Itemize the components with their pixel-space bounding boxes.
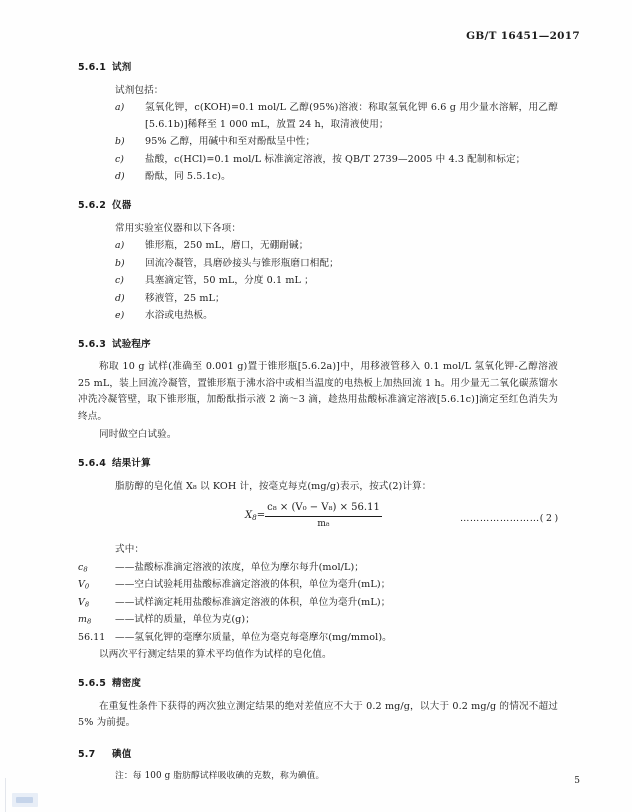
formula-denominator: m₈	[317, 518, 330, 529]
page-content	[78, 62, 558, 786]
formula-row	[78, 501, 558, 535]
symbol-meaning: ——空白试验耗用盐酸标准滴定溶液的体积，单位为毫升(mL)；	[115, 579, 391, 591]
clause-heading-5-6-3	[78, 339, 558, 352]
precision-paragraph: 在重复性条件下获得的两次独立测定结果的绝对差值应不大于 0.2 mg/g，以大于 0.2 mg/g 的情况不超过 5% 为前提。	[78, 700, 558, 729]
list-marker: c)	[115, 153, 125, 165]
apparatus-list	[78, 238, 558, 325]
procedure-paragraph-1: 称取 10 g 试样(准确至 0.001 g)置于锥形瓶[5.6.2a)]中，用移液管移入 0.1 mol/L 氢氧化钾-乙醇溶液 25 mL，装上回流冷凝管，置锥形瓶于沸水浴中或相当温度的电热板上加热回流 1 h。用少量无二氧化碳蒸馏水冲洗冷凝管壁，取下锥形瓶，加酚酞指示液 2 滴～3 滴，趁热用盐酸标准滴定溶液[5.6.1c)]滴定至红色消失为终点。	[78, 361, 558, 422]
clause-title: 碘值	[112, 748, 132, 760]
clause-number: 5.7	[78, 748, 96, 760]
watermark-glyph	[12, 793, 38, 807]
clause-title: 精密度	[112, 677, 142, 689]
symbol-meaning: ——试样滴定耗用盐酸标准滴定溶液的体积，单位为毫升(mL)；	[115, 596, 391, 608]
list-marker: a)	[115, 240, 125, 252]
clause-title: 试验程序	[112, 338, 151, 350]
formula-equals: =	[256, 510, 266, 522]
iodine-value-note: 注：每 100 g 脂肪醇试样吸收碘的克数，称为碘值。	[115, 771, 325, 782]
symbol: $c_8$	[78, 561, 88, 574]
list-item-text: 95% 乙醇，用碱中和至对酚酞呈中性；	[145, 136, 316, 148]
clause-title: 仪器	[112, 199, 132, 211]
symbol-meaning: ——试样的质量，单位为克(g)；	[115, 614, 255, 626]
list-marker: b)	[115, 136, 125, 148]
formula-lhs: $X_8$	[245, 510, 257, 522]
list-item	[78, 100, 558, 133]
reagents-list	[78, 100, 558, 186]
scan-watermark-artifact	[0, 778, 46, 812]
list-item	[78, 291, 558, 308]
clause-heading-5-6-2	[78, 200, 558, 213]
list-marker: c)	[115, 275, 125, 287]
list-item	[78, 134, 558, 151]
clause-heading-5-6-5	[78, 678, 558, 691]
where-label: 式中：	[115, 544, 145, 556]
clause-number: 5.6.1	[78, 62, 107, 73]
list-item-text: 水浴或电热板。	[145, 310, 213, 322]
list-marker: a)	[115, 102, 125, 114]
clause-number: 5.6.4	[78, 457, 107, 469]
saponification-formula	[245, 501, 382, 530]
list-marker: e)	[115, 310, 125, 322]
formula-lhs-subscript: 8	[252, 512, 257, 522]
clause-number: 5.6.3	[78, 338, 107, 350]
symbol: $V_0$	[78, 579, 90, 591]
running-header	[78, 30, 580, 48]
list-item	[78, 273, 558, 290]
page-number: 5	[574, 776, 580, 786]
symbol: $m_8$	[78, 614, 92, 626]
list-item-text: 酚酞，同 5.5.1c)。	[145, 171, 231, 183]
procedure-paragraph-2: 同时做空白试验。	[99, 429, 177, 441]
list-item-text: 锥形瓶，250 mL，磨口，无硼耐碱；	[145, 240, 309, 252]
symbol-definition	[78, 612, 558, 629]
list-marker: d)	[115, 292, 125, 304]
scan-edge-line	[5, 778, 6, 812]
list-marker: b)	[115, 257, 125, 269]
clause-number: 5.6.2	[78, 199, 107, 211]
list-item-text: 具塞滴定管，50 mL，分度 0.1 mL ；	[145, 275, 314, 287]
list-marker: d)	[115, 171, 125, 183]
list-item	[78, 238, 558, 255]
calculation-intro: 脂肪醇的皂化值 X₈ 以 KOH 计，按毫克每克(mg/g)表示，按式(2)计算：	[115, 480, 432, 492]
symbol: $V_8$	[78, 596, 90, 609]
list-item	[78, 169, 558, 186]
equation-number-group	[460, 513, 558, 524]
list-item	[78, 256, 558, 273]
symbol-meaning: ——盐酸标准滴定溶液的浓度，单位为摩尔每升(mol/L)；	[115, 561, 364, 573]
clause-title: 试剂	[112, 62, 132, 73]
calculation-closing: 以两次平行测定结果的算术平均值作为试样的皂化值。	[99, 649, 332, 661]
symbol-definition	[78, 577, 558, 594]
list-item-text: 盐酸，c(HCl)=0.1 mol/L 标准滴定溶液，按 QB/T 2739—2005 中 4.3 配制和标定；	[145, 153, 526, 165]
formula-numerator: c₈ × (V₀ − V₈) × 56.11	[265, 501, 382, 517]
clause-number: 5.6.5	[78, 677, 107, 689]
clause-title: 结果计算	[112, 457, 151, 469]
list-item-text: 氢氧化钾，c(KOH)=0.1 mol/L 乙醇(95%)溶液：称取氢氧化钾 6.6 g 用少量水溶解，用乙醇[5.6.1b)]稀释至 1 000 mL，放置 24 h，取清液使用；	[145, 102, 558, 130]
reagents-lead-in: 试剂包括：	[115, 84, 164, 96]
clause-heading-5-7	[78, 749, 558, 762]
list-item-text: 回流冷凝管，具磨砂接头与锥形瓶磨口相配；	[145, 257, 339, 269]
symbol-definition	[78, 560, 558, 577]
leader-dots: ……………………	[459, 513, 540, 525]
clause-heading-5-6-1	[78, 62, 558, 75]
symbol-meaning: ——氢氧化钾的毫摩尔质量，单位为毫克每毫摩尔(mg/mmol)。	[115, 631, 392, 643]
standard-number: GB/T 16451—2017	[466, 30, 580, 42]
symbol-definition	[78, 595, 558, 612]
symbol: 56.11	[78, 631, 106, 643]
symbol-definition-list	[78, 560, 558, 647]
clause-heading-5-6-4	[78, 458, 558, 471]
formula-fraction	[265, 501, 382, 530]
apparatus-lead-in: 常用实验室仪器和以下各项：	[115, 222, 242, 234]
equation-number: ( 2 )	[539, 513, 558, 525]
list-item	[78, 308, 558, 325]
list-item	[78, 152, 558, 169]
list-item-text: 移液管，25 mL；	[145, 292, 225, 304]
symbol-definition	[78, 630, 558, 647]
